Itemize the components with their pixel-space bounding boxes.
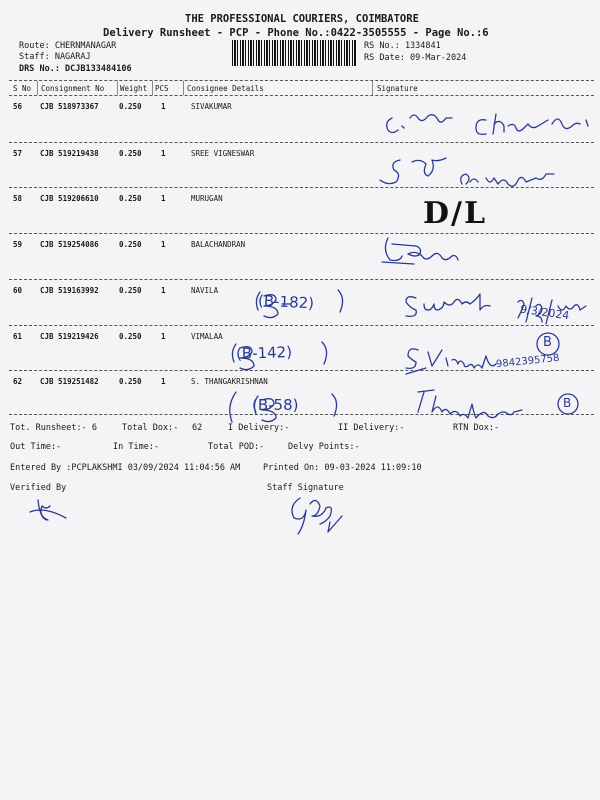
out-time: Out Time:- bbox=[10, 442, 62, 452]
col-weight: Weight bbox=[120, 84, 148, 93]
circle-b-note: B bbox=[563, 396, 572, 410]
row-consignee: NAVILA bbox=[191, 286, 219, 295]
route-label: Route: CHERNMANAGAR bbox=[19, 41, 117, 51]
phone-note: 9842395758 bbox=[495, 352, 561, 371]
box-note-142: (B-142) bbox=[235, 343, 293, 363]
company-title: THE PROFESSIONAL COURIERS, COIMBATORE bbox=[185, 13, 419, 25]
row-pcs: 1 bbox=[161, 332, 166, 341]
delivered-note: D/L bbox=[423, 196, 488, 231]
row-weight: 0.250 bbox=[119, 194, 142, 203]
row-consignment: CJB 519219426 bbox=[40, 332, 99, 341]
row-consignee: SREE VIGNESWAR bbox=[191, 149, 255, 158]
row-consignee: SIVAKUMAR bbox=[191, 102, 232, 111]
col-sno: S No bbox=[13, 84, 32, 93]
row-consignment: CJB 519163992 bbox=[40, 286, 99, 295]
row-weight: 0.250 bbox=[119, 377, 142, 386]
printed-on: Printed On: 09-03-2024 11:09:10 bbox=[263, 463, 422, 473]
total-pod: Total POD:- bbox=[208, 442, 265, 452]
box-note-182: (B-182) bbox=[257, 291, 315, 313]
row-weight: 0.250 bbox=[119, 286, 142, 295]
in-time: In Time:- bbox=[113, 442, 160, 452]
runsheet-title: Delivery Runsheet - PCP - Phone No.:0422-3505555 - Page No.:6 bbox=[103, 27, 489, 39]
total-dox-value: 62 bbox=[192, 423, 203, 433]
row-consignment: CJB 519206610 bbox=[40, 194, 99, 203]
ii-delivery: II Delivery:- bbox=[338, 423, 405, 433]
staff-signature-label: Staff Signature bbox=[267, 483, 344, 493]
i-delivery: I Delivery:- bbox=[228, 423, 290, 433]
row-pcs: 1 bbox=[161, 194, 166, 203]
row-sno: 59 bbox=[13, 240, 23, 249]
row-sno: 60 bbox=[13, 286, 23, 295]
verified-by-label: Verified By bbox=[10, 483, 67, 493]
col-consignment: Consignment No bbox=[41, 84, 105, 93]
total-dox-label: Total Dox:- bbox=[122, 423, 179, 433]
row-weight: 0.250 bbox=[119, 240, 142, 249]
row-weight: 0.250 bbox=[119, 332, 142, 341]
row-weight: 0.250 bbox=[119, 102, 142, 111]
rtn-dox: RTN Dox:- bbox=[453, 423, 500, 433]
col-consignee: Consignee Details bbox=[187, 84, 264, 93]
row-pcs: 1 bbox=[161, 377, 166, 386]
row-pcs: 1 bbox=[161, 102, 166, 111]
row-pcs: 1 bbox=[161, 286, 166, 295]
row-sno: 56 bbox=[13, 102, 23, 111]
row-consignment: CJB 519251482 bbox=[40, 377, 99, 386]
entered-by: Entered By :PCPLAKSHMI 03/09/2024 11:04:56 AM bbox=[10, 463, 241, 473]
col-signature: Signature bbox=[377, 84, 418, 93]
row-consignee: MURUGAN bbox=[191, 194, 223, 203]
row-consignee: BALACHANDRAN bbox=[191, 240, 246, 249]
rs-number: RS No.: 1334841 bbox=[364, 41, 441, 51]
row-consignment: CJB 519254086 bbox=[40, 240, 99, 249]
row-consignment: CJB 519219438 bbox=[40, 149, 99, 158]
row-consignment: CJB 518973367 bbox=[40, 102, 99, 111]
row-pcs: 1 bbox=[161, 240, 166, 249]
col-pcs: PCS bbox=[155, 84, 169, 93]
delvy-points: Delvy Points:- bbox=[288, 442, 360, 452]
staff-label: Staff: NAGARAJ bbox=[19, 52, 91, 62]
row-sno: 62 bbox=[13, 377, 23, 386]
row-sno: 61 bbox=[13, 332, 23, 341]
tot-runsheet: Tot. Runsheet:- 6 bbox=[10, 423, 97, 433]
box-note-58: (B-58) bbox=[252, 396, 299, 414]
row-sno: 57 bbox=[13, 149, 23, 158]
row-pcs: 1 bbox=[161, 149, 166, 158]
row-consignee: VIMALAA bbox=[191, 332, 223, 341]
circle-b-note: B bbox=[543, 335, 552, 350]
row-sno: 58 bbox=[13, 194, 23, 203]
rs-date: RS Date: 09-Mar-2024 bbox=[364, 53, 467, 63]
drs-number: DRS No.: DCJB133484106 bbox=[19, 64, 132, 74]
row-weight: 0.250 bbox=[119, 149, 142, 158]
date-note: 9/3/2024 bbox=[519, 302, 571, 323]
row-consignee: S. THANGAKRISHNAN bbox=[191, 377, 268, 386]
